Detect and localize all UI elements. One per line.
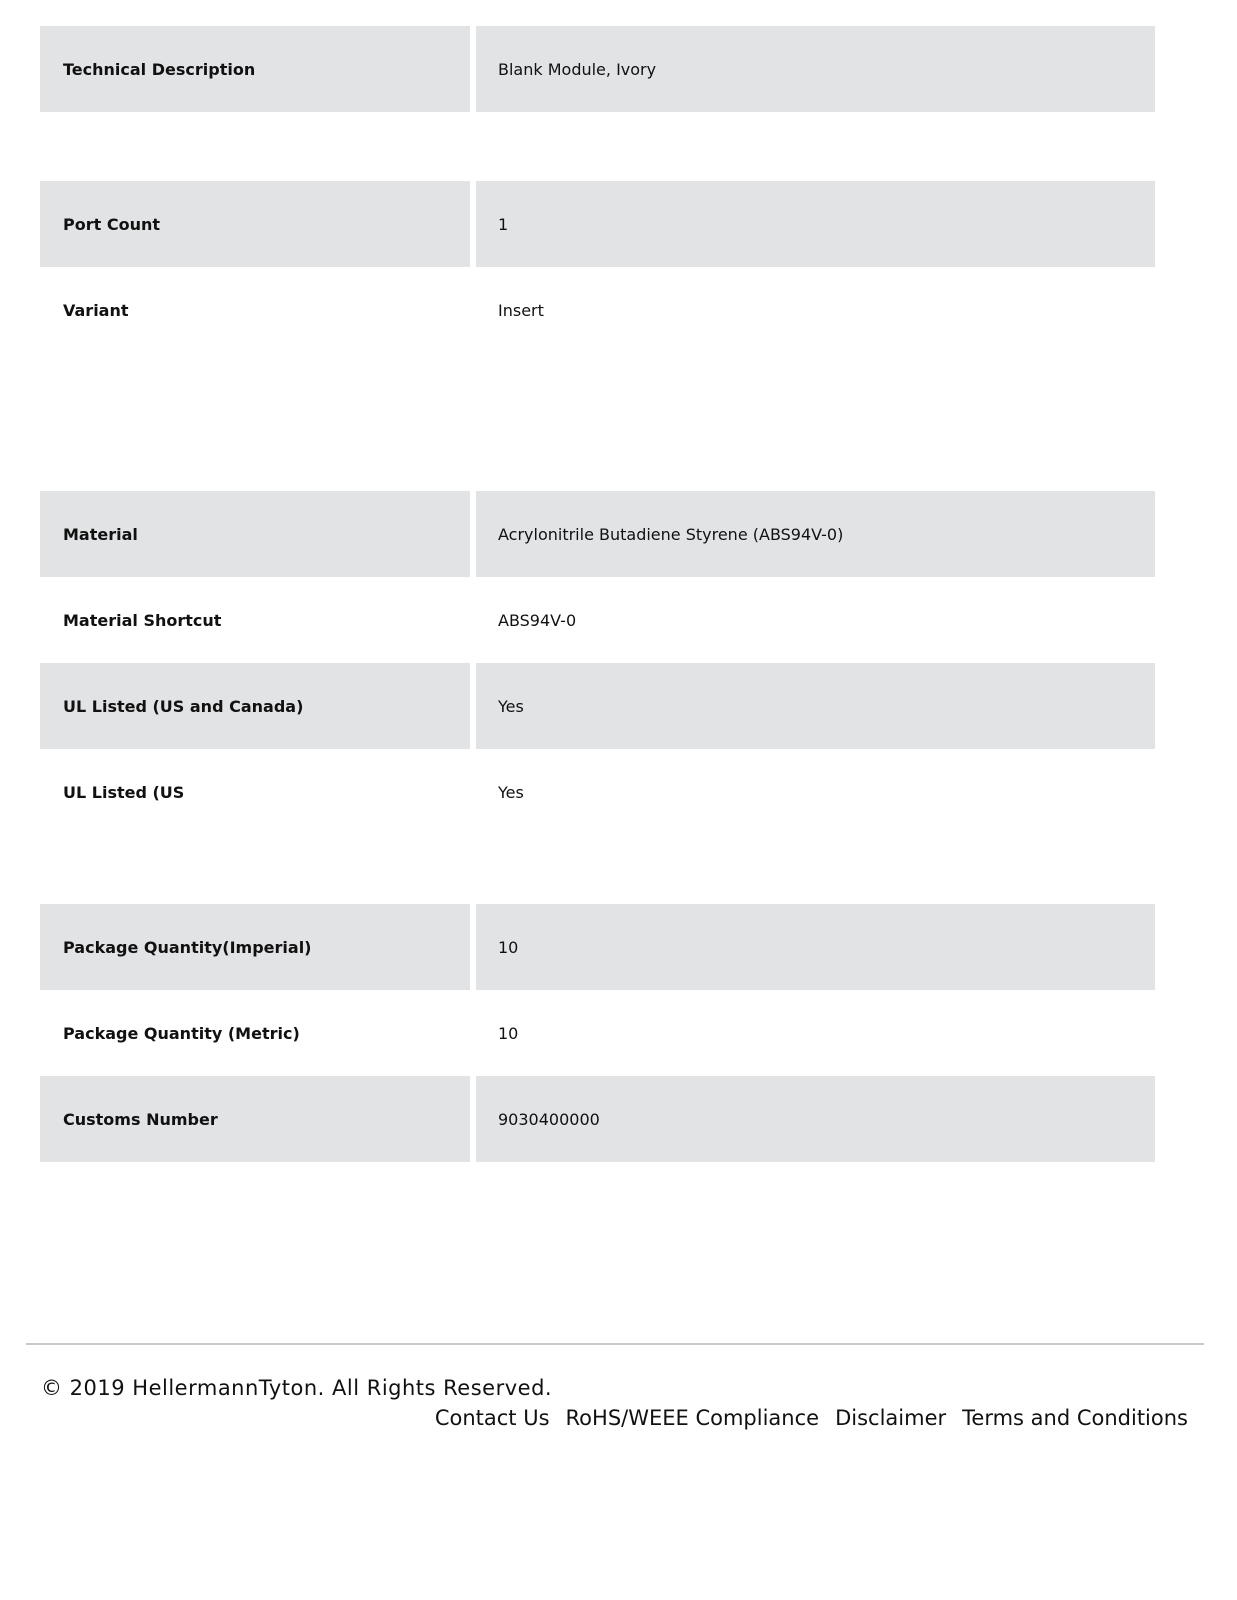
spec-value: Acrylonitrile Butadiene Styrene (ABS94V-0) [476, 491, 1155, 577]
spec-label: Technical Description [40, 26, 470, 112]
footer-links [435, 1406, 1188, 1430]
spec-label: Package Quantity(Imperial) [40, 904, 470, 990]
spec-label: Customs Number [40, 1076, 470, 1162]
spec-value: 10 [498, 1023, 519, 1043]
spec-row [40, 267, 1155, 353]
spec-label: UL Listed (US and Canada) [40, 663, 470, 749]
spec-row [40, 663, 1155, 749]
spec-label: Material [40, 491, 470, 577]
spec-label: Package Quantity (Metric) [63, 1023, 300, 1043]
spec-label: Material Shortcut [63, 610, 222, 630]
terms-and-conditions-link[interactable]: Terms and Conditions [962, 1406, 1188, 1430]
spec-value: ABS94V-0 [498, 610, 577, 630]
spec-row [40, 904, 1155, 990]
spec-table-features [40, 181, 1155, 353]
spec-row [40, 990, 1155, 1076]
spec-value: 1 [476, 181, 1155, 267]
copyright-text: © 2019 HellermannTyton. All Rights Reserved. [41, 1376, 553, 1400]
spec-value: Yes [476, 663, 1155, 749]
contact-us-link[interactable]: Contact Us [434, 1406, 550, 1430]
spec-value: Yes [498, 782, 524, 802]
disclaimer-link[interactable]: Disclaimer [835, 1406, 947, 1430]
rohs-weee-compliance-link[interactable]: RoHS/WEEE Compliance [565, 1406, 820, 1430]
spec-value: Blank Module, Ivory [476, 26, 1155, 112]
spec-row [40, 749, 1155, 835]
spec-row [40, 491, 1155, 577]
spec-table-material [40, 491, 1155, 835]
footer-divider [26, 1343, 1204, 1345]
spec-row [40, 577, 1155, 663]
spec-table-description [40, 26, 1155, 112]
spec-value: 10 [476, 904, 1155, 990]
spec-label: Variant [63, 300, 129, 320]
spec-label: Port Count [40, 181, 470, 267]
spec-value: 9030400000 [476, 1076, 1155, 1162]
spec-row [40, 1076, 1155, 1162]
spec-table-packaging [40, 904, 1155, 1162]
spec-row [40, 26, 1155, 112]
spec-value: Insert [498, 300, 544, 320]
spec-label: UL Listed (US [63, 782, 185, 802]
spec-row [40, 181, 1155, 267]
